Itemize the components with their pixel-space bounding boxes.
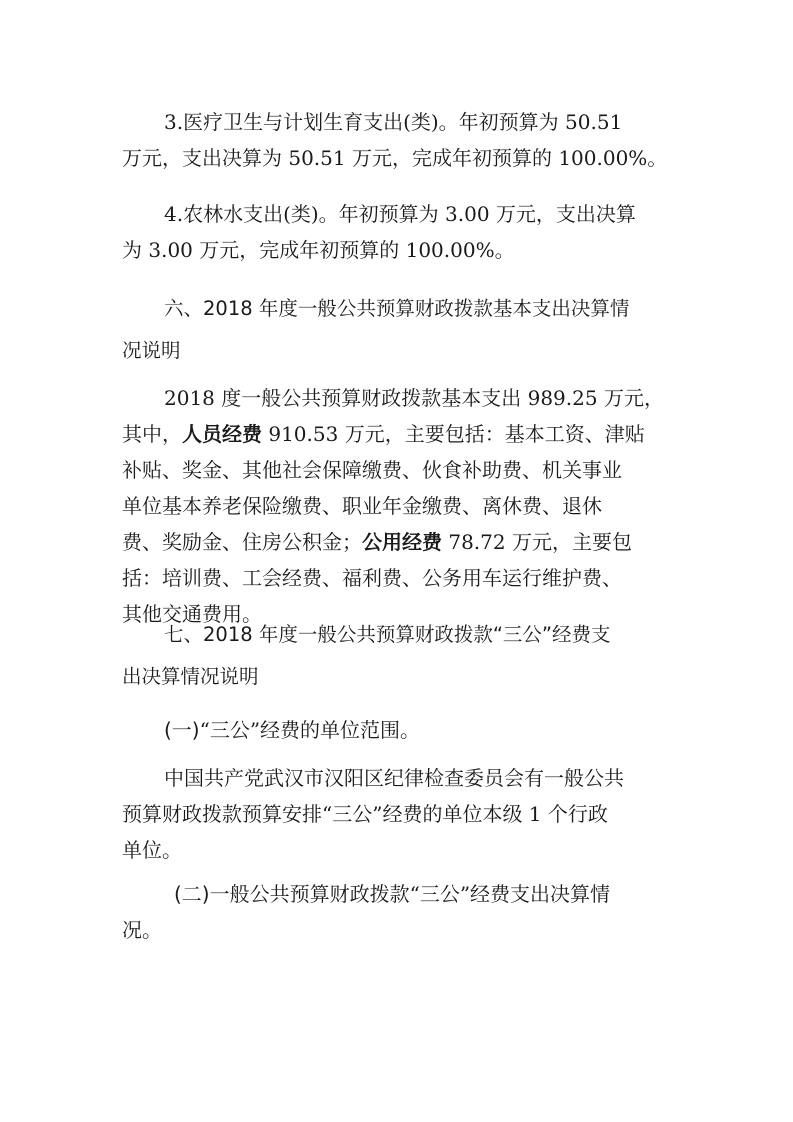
text-line: [122, 712, 678, 748]
text-line: 中国共产党武汉市汉阳区纪律检查委员会有一般公共: [164, 766, 624, 790]
subsection-number: (二): [174, 882, 210, 906]
heading-line: 七、2018 年度一般公共预算财政拨款“三公”经费支: [164, 623, 611, 646]
text-line: 预算财政拨款预算安排“三公”经费的单位本级 1 个行政: [122, 802, 608, 826]
section-6-body: [122, 380, 678, 632]
text-line: 3.医疗卫生与计划生育支出(类)。年初预算为 50.51: [164, 110, 623, 134]
paragraph-unit-scope: [122, 760, 678, 868]
text-run: “三公”经费的单位范围。: [199, 718, 421, 742]
text-line: [122, 876, 678, 912]
paragraph-health-expenditure: [122, 104, 678, 176]
text-line: 补贴、奖金、其他社会保障缴费、伙食补助费、机关事业: [122, 458, 622, 482]
text-line: 况。: [122, 918, 162, 942]
heading-line: 出决算情况说明: [122, 665, 259, 688]
text-line: 其他交通费用。: [122, 602, 262, 626]
text-run: 一般公共预算财政拨款“三公”经费支出决算情: [209, 882, 611, 906]
bold-term-public-funds: 公用经费: [362, 530, 442, 554]
heading-line: 况说明: [122, 339, 181, 362]
text-run: 其中，: [122, 422, 182, 446]
subsection-number: (一): [164, 718, 200, 742]
text-line: 单位。: [122, 838, 182, 862]
text-run: 费、奖励金、住房公积金；: [122, 530, 362, 554]
text-run: 78.72 万元，主要包: [442, 530, 632, 554]
text-line: 2018 度一般公共预算财政拨款基本支出 989.25 万元，: [164, 386, 664, 410]
text-line: 括：培训费、工会经费、福利费、公务用车运行维护费、: [122, 566, 622, 590]
heading-line: 六、2018 年度一般公共预算财政拨款基本支出决算情: [164, 297, 630, 320]
subsection-2: [122, 876, 678, 948]
text-run: 910.53 万元，主要包括：基本工资、津贴: [262, 422, 645, 446]
text-line: 单位基本养老保险缴费、职业年金缴费、离休费、退休: [122, 494, 602, 518]
text-line: 万元，支出决算为 50.51 万元，完成年初预算的 100.00%。: [122, 146, 668, 170]
subsection-1: [122, 712, 678, 748]
text-line: [122, 416, 678, 452]
bold-term-personnel-funds: 人员经费: [182, 422, 262, 446]
paragraph-agriculture-expenditure: [122, 196, 678, 268]
text-line: 4.农林水支出(类)。年初预算为 3.00 万元，支出决算: [164, 202, 636, 226]
section-6-heading: [122, 288, 678, 372]
section-7-heading: [122, 614, 678, 698]
text-line: [122, 524, 678, 560]
text-line: 为 3.00 万元，完成年初预算的 100.00%。: [122, 238, 515, 262]
